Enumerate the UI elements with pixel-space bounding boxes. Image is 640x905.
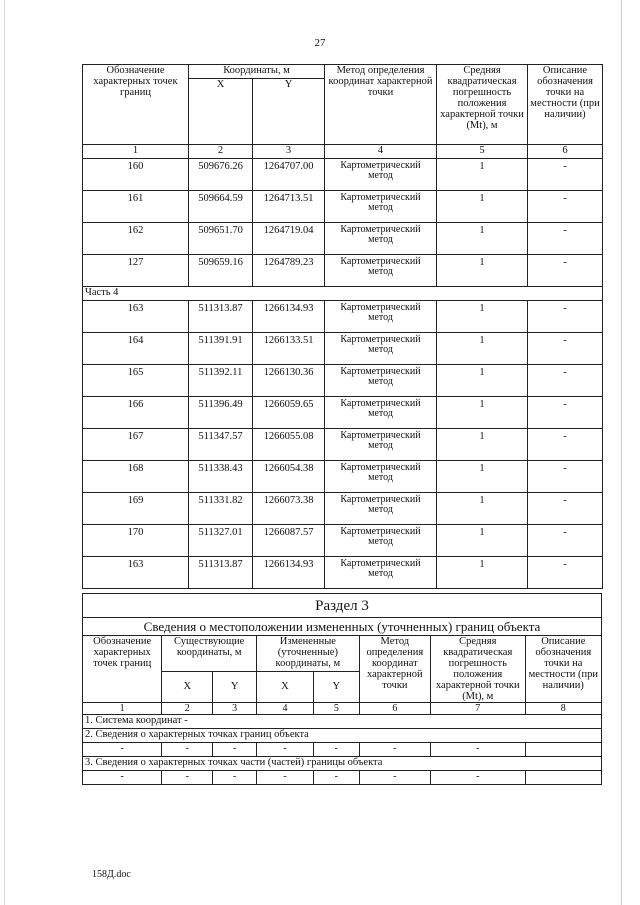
empty-cell: -: [359, 743, 430, 757]
header-accuracy: Средняя квадратическая погрешность положения характерной точки (Mt), м: [430, 636, 525, 703]
table-row: [83, 223, 603, 255]
accuracy-value: 1: [437, 159, 528, 191]
empty-data-row: [83, 771, 602, 785]
coord-x: 509659.16: [189, 255, 253, 287]
coord-x: 509651.70: [189, 223, 253, 255]
empty-cell: -: [256, 771, 313, 785]
method: Картометрический метод: [325, 301, 437, 333]
table-row: [83, 429, 603, 461]
coord-y: 1266073.38: [253, 493, 325, 525]
table-row: [83, 493, 603, 525]
accuracy-value: 1: [437, 397, 528, 429]
col-number: 1: [83, 703, 162, 715]
method: Картометрический метод: [325, 223, 437, 255]
part-label-row: [83, 287, 603, 301]
point-id: 166: [83, 397, 189, 429]
col-number: 2: [189, 145, 253, 159]
table-row: [83, 461, 603, 493]
point-id: 162: [83, 223, 189, 255]
scan-edge-left: [4, 0, 5, 905]
point-id: 167: [83, 429, 189, 461]
accuracy-value: 1: [437, 333, 528, 365]
header-x-changed: X: [256, 671, 313, 702]
coord-x: 511396.49: [189, 397, 253, 429]
table-row: [83, 365, 603, 397]
description-value: -: [528, 223, 603, 255]
accuracy-value: 1: [437, 223, 528, 255]
method: Картометрический метод: [325, 397, 437, 429]
description-value: -: [528, 397, 603, 429]
description-value: -: [528, 255, 603, 287]
point-id: 160: [83, 159, 189, 191]
file-name-footer: 158Д.doc: [92, 869, 131, 880]
point-id: 127: [83, 255, 189, 287]
accuracy-value: 1: [437, 461, 528, 493]
description-value: -: [528, 461, 603, 493]
scan-edge-right: [621, 0, 622, 905]
description-value: -: [528, 159, 603, 191]
header-existing-coords: Существующие координаты, м: [162, 636, 257, 672]
accuracy-value: 1: [437, 525, 528, 557]
coord-y: 1266059.65: [253, 397, 325, 429]
part-points-heading-row: [83, 757, 602, 771]
empty-cell: -: [162, 743, 213, 757]
table-row: [83, 333, 603, 365]
empty-cell: -: [213, 771, 257, 785]
method: Картометрический метод: [325, 493, 437, 525]
method: Картометрический метод: [325, 429, 437, 461]
description-value: -: [528, 557, 603, 589]
method: Картометрический метод: [325, 461, 437, 493]
point-id: 163: [83, 301, 189, 333]
empty-cell: -: [213, 743, 257, 757]
description-value: -: [528, 301, 603, 333]
empty-cell: -: [162, 771, 213, 785]
table-row: [83, 159, 603, 191]
coord-y: 1266055.08: [253, 429, 325, 461]
table-row: [83, 255, 603, 287]
accuracy-value: 1: [437, 191, 528, 223]
accuracy-value: 1: [437, 255, 528, 287]
accuracy-value: 1: [437, 365, 528, 397]
table-row: [83, 191, 603, 223]
description-value: -: [528, 365, 603, 397]
col-number: 8: [525, 703, 601, 715]
table-row: [83, 557, 603, 589]
coord-x: 509676.26: [189, 159, 253, 191]
coord-y: 1266130.36: [253, 365, 325, 397]
empty-cell: [525, 771, 601, 785]
method: Картометрический метод: [325, 255, 437, 287]
coordinate-system-text: 1. Система координат -: [83, 715, 602, 729]
coord-y: 1266054.38: [253, 461, 325, 493]
point-id: 163: [83, 557, 189, 589]
coord-y: 1266134.93: [253, 301, 325, 333]
header-y-changed: Y: [313, 671, 359, 702]
description-value: -: [528, 493, 603, 525]
section3-table: [82, 593, 602, 785]
method: Картометрический метод: [325, 333, 437, 365]
header-x: X: [189, 79, 253, 145]
header-row: [83, 65, 603, 79]
empty-cell: -: [313, 771, 359, 785]
point-id: 161: [83, 191, 189, 223]
col-number: 5: [437, 145, 528, 159]
boundary-points-heading: 2. Сведения о характерных точках границ объекта: [83, 729, 602, 743]
col-number: 6: [528, 145, 603, 159]
coordinate-system-row: [83, 715, 602, 729]
header-description: Описание обозначения точки на местности (при наличии): [525, 636, 601, 703]
col-number: 5: [313, 703, 359, 715]
method: Картометрический метод: [325, 557, 437, 589]
coord-x: 511338.43: [189, 461, 253, 493]
empty-cell: -: [313, 743, 359, 757]
table-row: [83, 397, 603, 429]
point-id: 164: [83, 333, 189, 365]
accuracy-value: 1: [437, 557, 528, 589]
header-method: Метод определения координат характерной точки: [325, 65, 437, 145]
header-point-designation: Обозначение характерных точек границ: [83, 65, 189, 145]
coord-x: 509664.59: [189, 191, 253, 223]
method: Картометрический метод: [325, 159, 437, 191]
coord-x: 511313.87: [189, 557, 253, 589]
coord-x: 511391.91: [189, 333, 253, 365]
col-number: 3: [253, 145, 325, 159]
description-value: -: [528, 429, 603, 461]
coord-y: 1264707.00: [253, 159, 325, 191]
header-description: Описание обозначения точки на местности (при наличии): [528, 65, 603, 145]
empty-cell: -: [359, 771, 430, 785]
accuracy-value: 1: [437, 429, 528, 461]
coord-y: 1264789.23: [253, 255, 325, 287]
method: Картометрический метод: [325, 365, 437, 397]
part-points-heading: 3. Сведения о характерных точках части (частей) границы объекта: [83, 757, 602, 771]
coord-x: 511331.82: [189, 493, 253, 525]
col-number: 4: [256, 703, 313, 715]
table-row: [83, 301, 603, 333]
coord-y: 1266087.57: [253, 525, 325, 557]
col-number: 4: [325, 145, 437, 159]
empty-cell: -: [256, 743, 313, 757]
header-y-existing: Y: [213, 671, 257, 702]
header-coordinates: Координаты, м: [189, 65, 325, 79]
section-subtitle: Сведения о местоположении измененных (уточненных) границ объекта: [83, 618, 602, 636]
point-id: 169: [83, 493, 189, 525]
col-number: 3: [213, 703, 257, 715]
page-number: 27: [314, 37, 326, 49]
method: Картометрический метод: [325, 525, 437, 557]
coord-x: 511347.57: [189, 429, 253, 461]
section-title-row: [83, 594, 602, 618]
coord-x: 511327.01: [189, 525, 253, 557]
empty-data-row: [83, 743, 602, 757]
point-id: 165: [83, 365, 189, 397]
coord-x: 511392.11: [189, 365, 253, 397]
description-value: -: [528, 525, 603, 557]
coord-x: 511313.87: [189, 301, 253, 333]
description-value: -: [528, 333, 603, 365]
col-number: 1: [83, 145, 189, 159]
column-numbers-row: [83, 703, 602, 715]
coordinates-table: [82, 64, 603, 589]
part-label: Часть 4: [83, 287, 603, 301]
table-row: [83, 525, 603, 557]
header-accuracy: Средняя квадратическая погрешность положения характерной точки (Mt), м: [437, 65, 528, 145]
coord-y: 1264719.04: [253, 223, 325, 255]
col-number: 6: [359, 703, 430, 715]
point-id: 168: [83, 461, 189, 493]
description-value: -: [528, 191, 603, 223]
section-subtitle-row: [83, 618, 602, 636]
header-y: Y: [253, 79, 325, 145]
section-title: Раздел 3: [83, 594, 602, 618]
coord-y: 1266134.93: [253, 557, 325, 589]
empty-cell: -: [83, 743, 162, 757]
empty-cell: -: [83, 771, 162, 785]
boundary-points-heading-row: [83, 729, 602, 743]
column-numbers-row: [83, 145, 603, 159]
col-number: 2: [162, 703, 213, 715]
accuracy-value: 1: [437, 493, 528, 525]
point-id: 170: [83, 525, 189, 557]
col-number: 7: [430, 703, 525, 715]
header-method: Метод определения координат характерной точки: [359, 636, 430, 703]
method: Картометрический метод: [325, 191, 437, 223]
header-changed-coords: Измененные (уточненные) координаты, м: [256, 636, 359, 672]
empty-cell: [525, 743, 601, 757]
empty-cell: -: [430, 743, 525, 757]
header-x-existing: X: [162, 671, 213, 702]
coord-y: 1266133.51: [253, 333, 325, 365]
header-row: [83, 636, 602, 672]
empty-cell: -: [430, 771, 525, 785]
accuracy-value: 1: [437, 301, 528, 333]
header-point-designation: Обозначение характерных точек границ: [83, 636, 162, 703]
coord-y: 1264713.51: [253, 191, 325, 223]
